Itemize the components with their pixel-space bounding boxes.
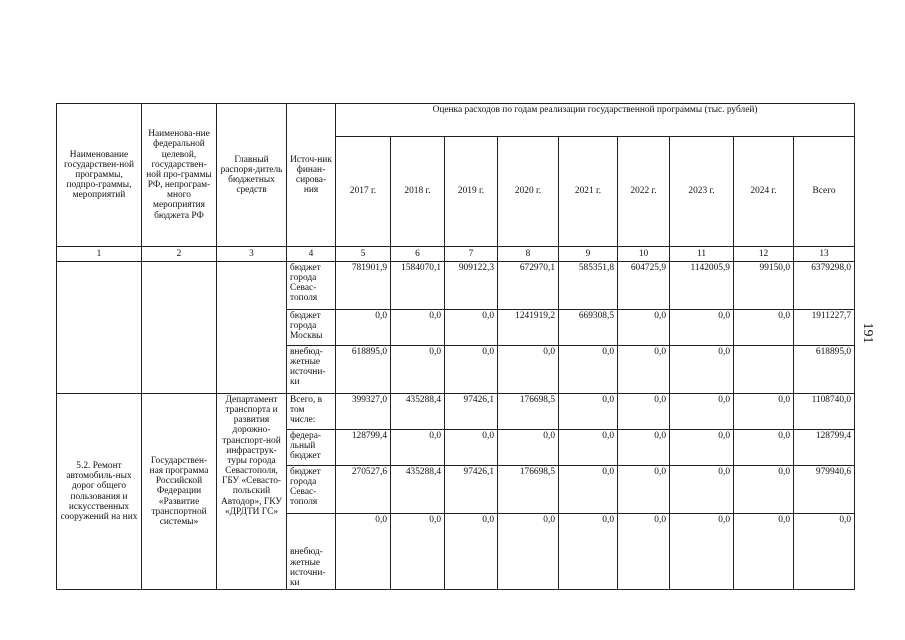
value-cell: 0,0 (618, 466, 670, 514)
value-cell: 0,0 (559, 430, 618, 466)
value-cell: 0,0 (391, 310, 445, 346)
funding-source: федера-льный бюджет (287, 430, 336, 466)
column-index-row (57, 247, 855, 262)
value-cell: 909122,3 (445, 262, 498, 310)
federal-program-name: Государствен-ная программа Российской Федерации «Развитие транспортной системы» (142, 394, 217, 590)
column-index: 8 (498, 247, 559, 262)
column-index: 7 (445, 247, 498, 262)
header-program: Наименование государствен-ной программы, подпро-граммы, мероприятий (57, 104, 142, 247)
header-year: 2022 г. (618, 137, 670, 247)
value-cell: 0,0 (734, 466, 794, 514)
value-cell: 176698,5 (498, 394, 559, 430)
column-index: 12 (734, 247, 794, 262)
value-cell: 0,0 (670, 430, 734, 466)
funding-source: бюджет города Севас-тополя (287, 262, 336, 310)
value-cell: 781901,9 (336, 262, 391, 310)
value-cell: 0,0 (618, 430, 670, 466)
value-cell: 0,0 (670, 466, 734, 514)
column-index: 9 (559, 247, 618, 262)
value-cell: 0,0 (670, 310, 734, 346)
value-cell: 270527,6 (336, 466, 391, 514)
header-year: 2021 г. (559, 137, 618, 247)
value-cell: 1241919,2 (498, 310, 559, 346)
value-cell: 0,0 (498, 514, 559, 590)
column-index: 1 (57, 247, 142, 262)
value-cell: 0,0 (336, 514, 391, 590)
value-cell: 0,0 (336, 310, 391, 346)
value-cell: 0,0 (734, 514, 794, 590)
table-row (57, 394, 855, 430)
value-cell: 0,0 (670, 394, 734, 430)
value-cell: 99150,0 (734, 262, 794, 310)
value-cell: 0,0 (670, 346, 734, 394)
column-index: 6 (391, 247, 445, 262)
value-cell: 0,0 (445, 514, 498, 590)
value-cell: 0,0 (670, 514, 734, 590)
federal-program-cell (142, 262, 217, 394)
value-cell: 0,0 (498, 346, 559, 394)
value-cell: 1142005,9 (670, 262, 734, 310)
value-cell: 0,0 (734, 310, 794, 346)
value-cell: 0,0 (559, 394, 618, 430)
value-cell: 0,0 (794, 514, 855, 590)
value-cell: 618895,0 (336, 346, 391, 394)
column-index: 2 (142, 247, 217, 262)
funding-source: Всего, в том числе: (287, 394, 336, 430)
value-cell: 97426,1 (445, 394, 498, 430)
value-cell: 128799,4 (336, 430, 391, 466)
value-cell: 0,0 (498, 430, 559, 466)
value-cell: 435288,4 (391, 394, 445, 430)
funding-source: внебюд-жетные источни-ки (287, 346, 336, 394)
column-index: 5 (336, 247, 391, 262)
value-cell: 0,0 (618, 346, 670, 394)
value-cell: 672970,1 (498, 262, 559, 310)
header-year: 2020 г. (498, 137, 559, 247)
budget-table (56, 103, 855, 590)
page-number: 191 (860, 322, 875, 344)
value-cell (734, 346, 794, 394)
funding-source: бюджет города Москвы (287, 310, 336, 346)
administrator-cell (217, 262, 287, 394)
header-row-1 (57, 104, 855, 137)
value-cell: 0,0 (734, 394, 794, 430)
column-index: 10 (618, 247, 670, 262)
value-cell: 0,0 (445, 310, 498, 346)
value-cell: 0,0 (391, 430, 445, 466)
header-year: 2019 г. (445, 137, 498, 247)
column-index: 3 (217, 247, 287, 262)
value-cell: 399327,0 (336, 394, 391, 430)
column-index: 13 (794, 247, 855, 262)
value-cell: 0,0 (559, 346, 618, 394)
value-cell: 97426,1 (445, 466, 498, 514)
table-row (57, 262, 855, 310)
column-index: 11 (670, 247, 734, 262)
column-index: 4 (287, 247, 336, 262)
value-cell: 0,0 (445, 430, 498, 466)
header-funding-source: Источ-ник финан-сирова-ния (287, 104, 336, 247)
header-total: Всего (794, 137, 855, 247)
value-cell: 0,0 (559, 514, 618, 590)
value-cell: 1584070,1 (391, 262, 445, 310)
value-cell: 979940,6 (794, 466, 855, 514)
header-year: 2023 г. (670, 137, 734, 247)
value-cell: 0,0 (445, 346, 498, 394)
funding-source: внебюд-жетные источни-ки (287, 514, 336, 590)
value-cell: 0,0 (391, 346, 445, 394)
header-year: 2018 г. (391, 137, 445, 247)
funding-source: бюджет города Севас-тополя (287, 466, 336, 514)
value-cell: 128799,4 (794, 430, 855, 466)
value-cell: 0,0 (559, 466, 618, 514)
value-cell: 604725,9 (618, 262, 670, 310)
value-cell: 0,0 (734, 430, 794, 466)
value-cell: 0,0 (618, 394, 670, 430)
header-federal-program: Наименова-ние федеральной целевой, государствен-ной про-граммы РФ, непрограм-много мероприятия бюджета РФ (142, 104, 217, 247)
header-year: 2017 г. (336, 137, 391, 247)
value-cell: 1108740,0 (794, 394, 855, 430)
header-administrator: Главный распоря-дитель бюджетных средств (217, 104, 287, 247)
value-cell: 669308,5 (559, 310, 618, 346)
program-name: 5.2. Ремонт автомобиль-ных дорог общего пользования и искусственных сооружений на них (57, 394, 142, 590)
value-cell: 0,0 (391, 514, 445, 590)
value-cell: 0,0 (618, 514, 670, 590)
header-expense-estimate: Оценка расходов по годам реализации государственной программы (тыс. рублей) (336, 104, 855, 137)
value-cell: 0,0 (618, 310, 670, 346)
value-cell: 1911227,7 (794, 310, 855, 346)
value-cell: 435288,4 (391, 466, 445, 514)
program-cell (57, 262, 142, 394)
value-cell: 176698,5 (498, 466, 559, 514)
header-year: 2024 г. (734, 137, 794, 247)
value-cell: 618895,0 (794, 346, 855, 394)
value-cell: 585351,8 (559, 262, 618, 310)
administrator-name: Департамент транспорта и развития дорожно-транспорт-ной инфраструк-туры города Севастополя, ГБУ «Севасто-польский Автодор», ГКУ «ДРДТИ ГС» (217, 394, 287, 590)
value-cell: 6379298,0 (794, 262, 855, 310)
